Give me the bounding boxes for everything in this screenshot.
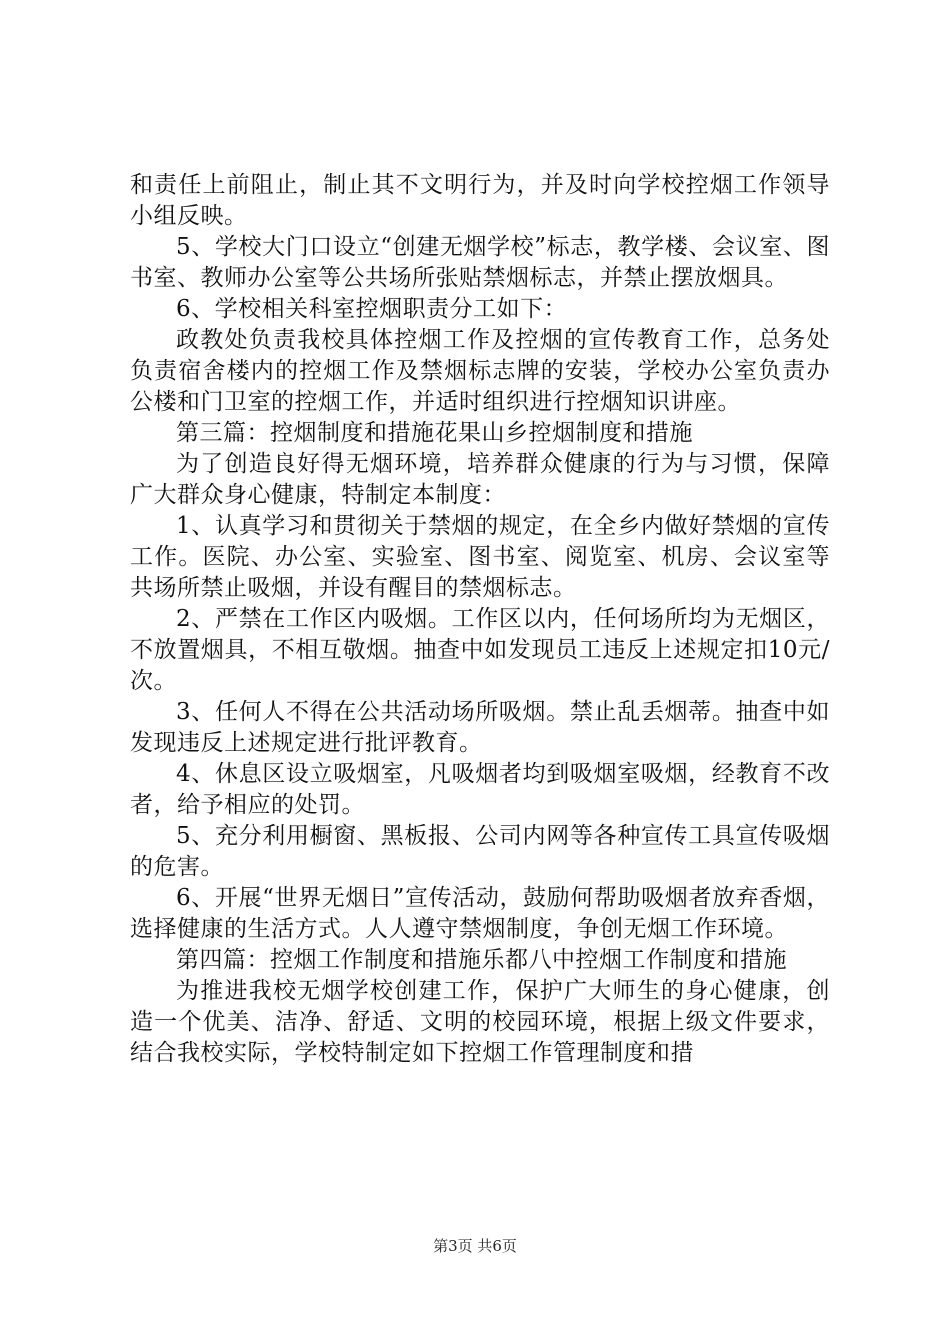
paragraph-9: 3、任何人不得在公共活动场所吸烟。禁止乱丢烟蒂。抽查中如发现违反上述规定进行批评教育。 <box>130 699 830 756</box>
paragraph-2: 5、学校大门口设立“创建无烟学校”标志，教学楼、会议室、图书室、教师办公室等公共场所张贴禁烟标志，并禁止摆放烟具。 <box>130 234 830 291</box>
paragraph-10: 4、休息区设立吸烟室，凡吸烟者均到吸烟室吸烟，经教育不改者，给予相应的处罚。 <box>130 761 830 818</box>
page-footer: 第3页 共6页 <box>433 1237 517 1255</box>
paragraph-14: 为推进我校无烟学校创建工作，保护广大师生的身心健康，创造一个优美、洁净、舒适、文明的校园环境，根据上级文件要求，结合我校实际，学校特制定如下控烟工作管理制度和措 <box>130 978 830 1066</box>
paragraph-8: 2、严禁在工作区内吸烟。工作区以内，任何场所均为无烟区，不放置烟具，不相互敬烟。抽查中如发现员工违反上述规定扣10元/次。 <box>130 606 830 694</box>
section-heading-3: 第三篇：控烟制度和措施花果山乡控烟制度和措施 <box>176 420 693 446</box>
document-body <box>130 170 830 1069</box>
paragraph-1: 和责任上前阻止，制止其不文明行为，并及时向学校控烟工作领导小组反映。 <box>130 172 830 229</box>
section-heading-4: 第四篇：控烟工作制度和措施乐都八中控烟工作制度和措施 <box>176 947 787 973</box>
paragraph-11: 5、充分利用橱窗、黑板报、公司内网等各种宣传工具宣传吸烟的危害。 <box>130 823 830 880</box>
paragraph-7: 1、认真学习和贯彻关于禁烟的规定，在全乡内做好禁烟的宣传工作。医院、办公室、实验室、图书室、阅览室、机房、会议室等共场所禁止吸烟，并设有醒目的禁烟标志。 <box>130 513 830 601</box>
paragraph-12: 6、开展“世界无烟日”宣传活动，鼓励何帮助吸烟者放弃香烟，选择健康的生活方式。人人遵守禁烟制度，争创无烟工作环境。 <box>130 885 830 942</box>
paragraph-4: 政教处负责我校具体控烟工作及控烟的宣传教育工作，总务处负责宿舍楼内的控烟工作及禁烟标志牌的安装，学校办公室负责办公楼和门卫室的控烟工作，并适时组织进行控烟知识讲座。 <box>130 327 830 415</box>
paragraph-6: 为了创造良好得无烟环境，培养群众健康的行为与习惯，保障广大群众身心健康，特制定本制度： <box>130 451 830 508</box>
paragraph-3: 6、学校相关科室控烟职责分工如下： <box>176 296 568 322</box>
